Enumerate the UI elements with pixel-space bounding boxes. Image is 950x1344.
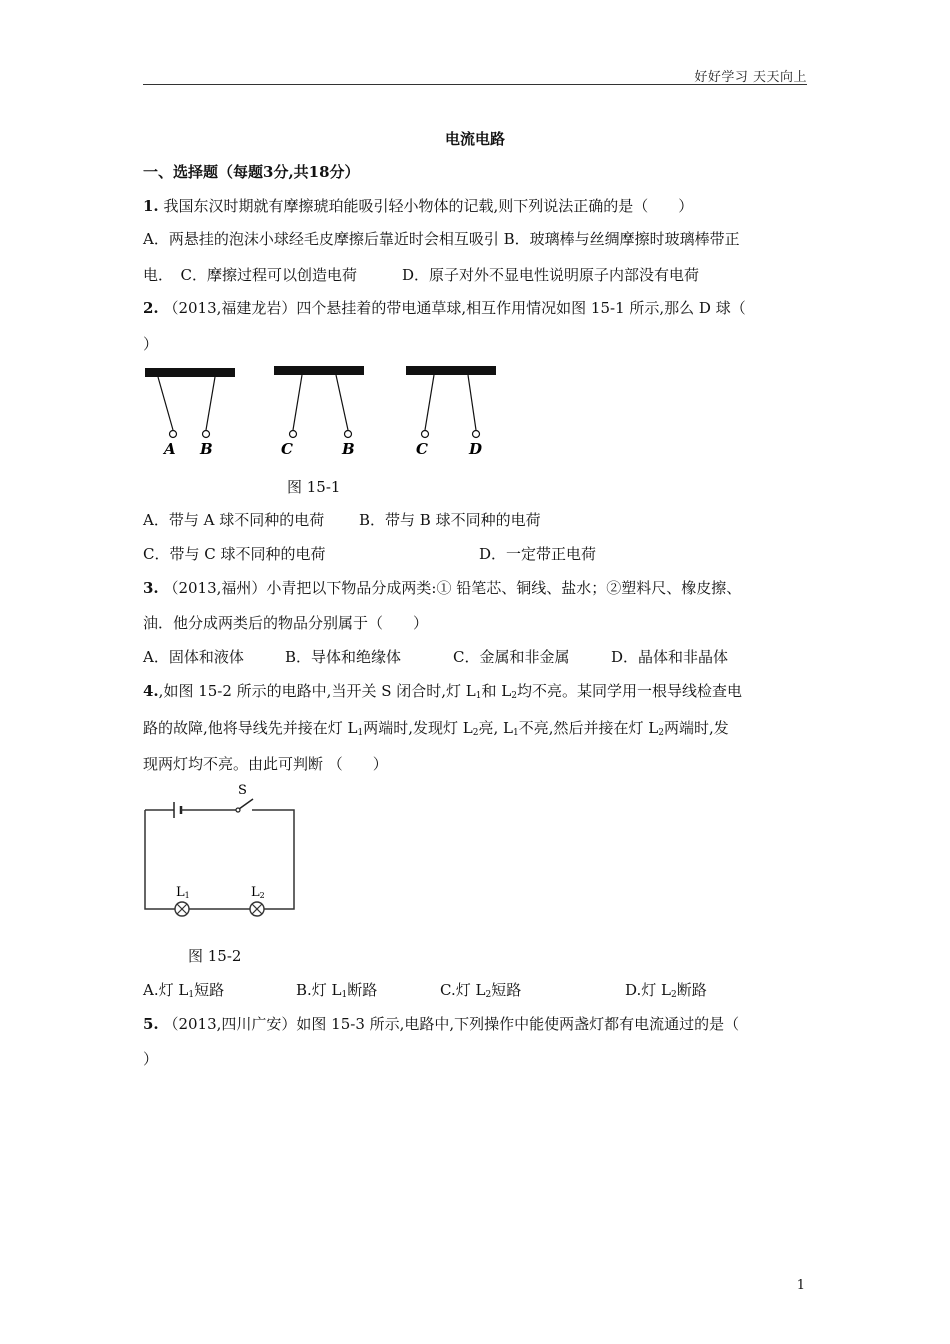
- support-bar: [274, 366, 364, 375]
- ball: [422, 431, 429, 438]
- page-header: 好好学习 天天向上: [694, 70, 807, 85]
- support-bar: [145, 368, 235, 377]
- ball: [290, 431, 297, 438]
- option-d: D.灯 $L_2$断路: [625, 981, 707, 1000]
- option-d: D．晶体和非晶体: [611, 648, 729, 666]
- support-bar: [406, 366, 496, 375]
- question-5-stem-cont: ）: [143, 1050, 159, 1068]
- ball-label-d: D: [469, 440, 483, 458]
- lamp2-label: L2: [251, 885, 265, 900]
- option-a: A．带与 A 球不同种的电荷: [143, 511, 325, 529]
- question-number: 1.: [143, 197, 159, 215]
- question-stem: 我国东汉时期就有摩擦琥珀能吸引轻小物体的记载,则下列说法正确的是（ ）: [163, 197, 694, 215]
- ball: [473, 431, 480, 438]
- option-a: A.灯 $L_1$短路: [143, 981, 225, 1000]
- switch-icon: [239, 799, 253, 809]
- question-1-line2: A．两悬挂的泡沫小球经毛皮摩擦后靠近时会相互吸引 B．玻璃棒与丝绸摩擦时玻璃棒带正: [143, 230, 740, 248]
- option-b: B．带与 B 球不同种的电荷: [359, 511, 541, 529]
- header-rule: [143, 84, 807, 85]
- figure-15-2: [140, 778, 300, 918]
- ball-label-b: B: [342, 440, 355, 458]
- ball: [170, 431, 177, 438]
- ball-label-c: C: [281, 440, 293, 458]
- question-number: 4.: [143, 682, 159, 700]
- section-heading: 一、选择题（每题3分,共18分）: [143, 163, 360, 181]
- question-stem: （2013,福建龙岩）四个悬挂着的带电通草球,相互作用情况如图 15-1 所示,那么 D 球（: [163, 299, 746, 317]
- question-stem: （2013,福州）小青把以下物品分成两类:① 铅笔芯、铜线、盐水；②塑料尺、橡皮擦、: [163, 579, 742, 597]
- ball-label-c: C: [416, 440, 428, 458]
- page-number: 1: [796, 1278, 805, 1293]
- option-c: C．金属和非金属: [453, 648, 570, 666]
- question-stem: （2013,四川广安）如图 15-3 所示,电路中,下列操作中能使两盏灯都有电流通过的是（: [163, 1015, 740, 1033]
- switch-label: S: [238, 783, 247, 798]
- option-b: B．导体和绝缘体: [285, 648, 402, 666]
- question-2-stem-cont: ）: [143, 335, 159, 353]
- question-4-line3: 现两灯均不亮。由此可判断 （ ）: [143, 755, 388, 773]
- lamp1-label: L1: [176, 885, 190, 900]
- figure-caption: 图 15-2: [188, 947, 242, 965]
- ball-label-b: B: [200, 440, 213, 458]
- doc-title: 电流电路: [444, 130, 505, 148]
- question-5: [143, 1014, 739, 1034]
- option-a: A．固体和液体: [143, 648, 244, 666]
- question-number: 2.: [143, 299, 159, 317]
- ball-label-a: A: [164, 440, 176, 458]
- ball: [203, 431, 210, 438]
- option-b: B.灯 $L_1$断路: [296, 981, 378, 1000]
- figure-caption: 图 15-1: [287, 478, 341, 496]
- question-number: 3.: [143, 579, 159, 597]
- option-c: C．带与 C 球不同种的电荷: [143, 545, 326, 563]
- question-2: [143, 298, 746, 318]
- ball: [345, 431, 352, 438]
- question-3: [143, 578, 741, 598]
- option-c: C.灯 $L_2$短路: [440, 981, 522, 1000]
- figure-15-1: [140, 362, 510, 462]
- question-number: 5.: [143, 1015, 159, 1033]
- question-1-line3: 电． C．摩擦过程可以创造电荷 D．原子对外不显电性说明原子内部没有电荷: [143, 266, 700, 284]
- question-4-line2: 路的故障,他将导线先并接在灯 $L_1$两端时,发现灯 $L_2$亮, $L_1$不亮,然后并接在灯 $L_2$两端时,发: [143, 719, 729, 738]
- question-1: [143, 196, 693, 216]
- question-4: 4.,如图 15-2 所示的电路中,当开关 S 闭合时,灯 $L_1$和 $L_2$均不亮。某同学用一根导线检查电: [143, 682, 742, 701]
- option-d: D．一定带正电荷: [479, 545, 597, 563]
- question-3-stem-cont: 油．他分成两类后的物品分别属于（ ）: [143, 614, 429, 632]
